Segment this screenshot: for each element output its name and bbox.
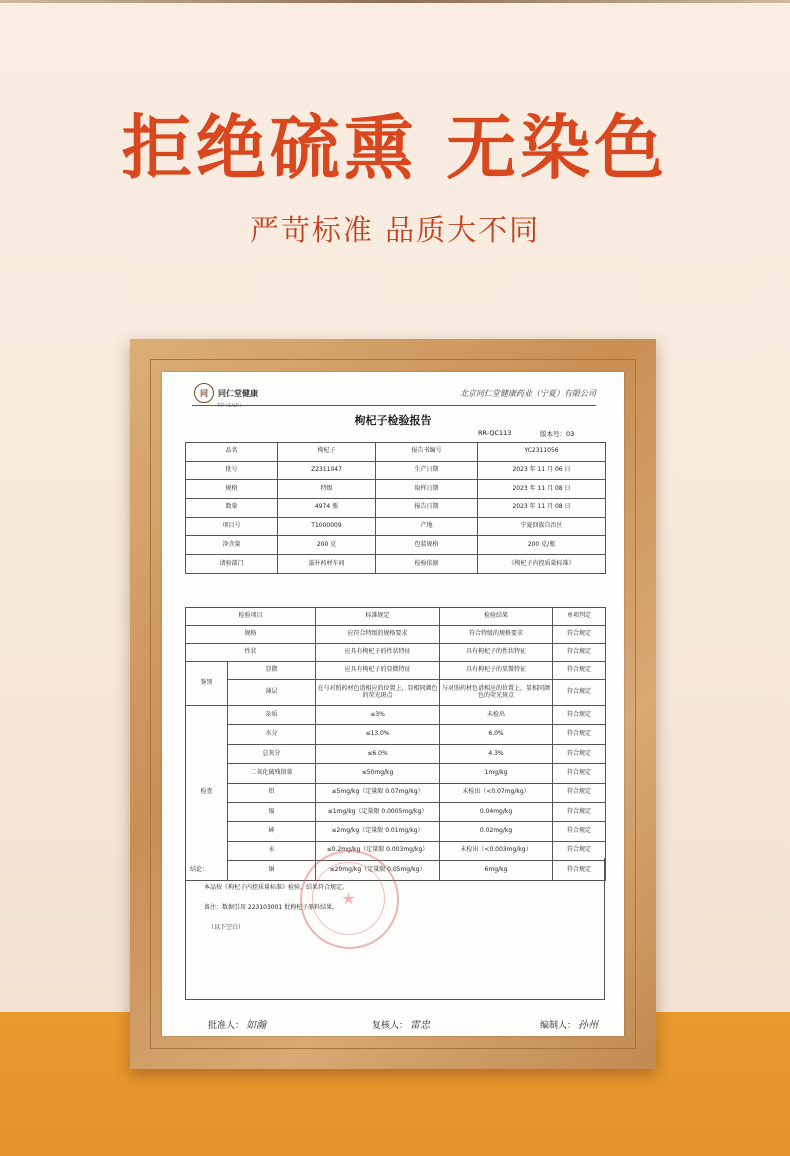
info-value: 200 克/瓶 [478, 536, 606, 555]
test-item: 薄层 [228, 680, 316, 706]
test-standard: ≤3% [316, 706, 440, 725]
signature-line [162, 1012, 624, 1032]
test-judgement: 符合规定 [553, 861, 606, 880]
test-header-row [186, 608, 606, 626]
red-seal-stamp [300, 850, 399, 949]
reviewer-signature: 雷忠 [410, 1020, 431, 1031]
test-judgement: 符合规定 [553, 725, 606, 744]
logo-text: 同仁堂健康 [218, 388, 258, 398]
test-standard: 应具有枸杞子的性状特征 [316, 644, 440, 662]
info-label: 报告书编号 [376, 443, 478, 462]
reviewer-label: 复核人： [372, 1021, 409, 1031]
test-row [186, 744, 606, 763]
stamp-star-icon: ★ [341, 889, 356, 908]
test-result: 未检出（<0.07mg/kg） [440, 783, 553, 802]
info-table [185, 442, 606, 574]
test-row [186, 822, 606, 841]
approver-label: 批准人： [208, 1021, 245, 1031]
ident-group-label: 鉴别 [186, 662, 228, 706]
info-label: 净含量 [186, 536, 278, 555]
preparer-label: 编制人： [540, 1021, 577, 1031]
info-value: Z2311047 [278, 461, 376, 480]
test-standard: 应符合特级的规格要求 [316, 626, 440, 644]
company-name: 北京同仁堂健康药业（宁夏）有限公司 [460, 389, 596, 398]
header-standard: 标准规定 [316, 608, 440, 626]
stamp-inner-ring [312, 862, 385, 935]
wooden-frame [130, 339, 656, 1069]
test-judgement: 符合规定 [553, 644, 606, 662]
info-label: 品名 [186, 443, 278, 462]
info-label: 包装规格 [376, 536, 478, 555]
info-row [186, 499, 606, 518]
report-code: RR-QC113 [478, 429, 512, 437]
report-title: 枸杞子检验报告 [354, 414, 432, 427]
test-standard: 应具有枸杞子的显微特征 [316, 662, 440, 680]
test-item: 总灰分 [228, 744, 316, 763]
test-result: 4.3% [440, 744, 553, 763]
test-item: 水分 [228, 725, 316, 744]
test-row [186, 626, 606, 644]
test-item: 规格 [186, 626, 316, 644]
test-standard: ≤2mg/kg（定量限 0.01mg/kg） [316, 822, 440, 841]
info-label: 规格 [186, 480, 278, 499]
banner-title: 拒绝硫熏 无染色 [121, 106, 669, 189]
test-result: 符合特级的规格要求 [440, 626, 553, 644]
banner-subtitle: 严苛标准 品质大不同 [249, 213, 541, 247]
info-label: 产地 [376, 517, 478, 536]
test-row [186, 680, 606, 706]
conclusion-note: 备注：数据引用 223103001 批枸杞子原料结果。 [204, 904, 339, 911]
inspection-report [162, 372, 624, 1036]
test-table [185, 607, 606, 881]
test-standard: ≤0.2mg/kg（定量限 0.003mg/kg） [316, 841, 440, 860]
company-logo [194, 383, 258, 403]
test-result: 1mg/kg [440, 764, 553, 783]
test-row [186, 706, 606, 725]
blank-note: （以下空白） [208, 924, 245, 931]
test-row [186, 802, 606, 821]
test-judgement: 符合规定 [553, 764, 606, 783]
info-label: 报告日期 [376, 499, 478, 518]
test-item: 二氧化硫残留量 [228, 764, 316, 783]
info-value: 4974 瓶 [278, 499, 376, 518]
test-result: 6.0% [440, 725, 553, 744]
report-version: 版本号：03 [540, 430, 575, 438]
test-item: 砷 [228, 822, 316, 841]
test-standard: ≤6.0% [316, 744, 440, 763]
test-item: 镉 [228, 802, 316, 821]
test-judgement: 符合规定 [553, 680, 606, 706]
info-label: 项目号 [186, 517, 278, 536]
test-item: 杂质 [228, 706, 316, 725]
test-judgement: 符合规定 [553, 841, 606, 860]
test-row [186, 783, 606, 802]
preparer-signature: 孙州 [578, 1020, 599, 1031]
logo-subtext: TRT HEALTH [217, 403, 242, 408]
header-item: 检验项目 [186, 608, 316, 626]
test-judgement: 符合规定 [553, 783, 606, 802]
info-row [186, 517, 606, 536]
test-judgement: 符合规定 [553, 802, 606, 821]
info-label: 生产日期 [376, 461, 478, 480]
preparer [540, 1016, 598, 1031]
test-judgement: 符合规定 [553, 706, 606, 725]
test-item: 性状 [186, 644, 316, 662]
test-result: 未检出 [440, 706, 553, 725]
info-label: 取样日期 [376, 480, 478, 499]
info-value: 2023 年 11 月 08 日 [478, 499, 606, 518]
info-value: 《枸杞子内控质量标准》 [478, 555, 606, 574]
logo-seal-icon: 同 [194, 383, 214, 403]
check-group-label: 检查 [186, 706, 228, 881]
approver [208, 1016, 266, 1031]
test-standard: ≤20mg/kg（定量限 0.05mg/kg） [316, 861, 440, 880]
test-result: 6mg/kg [440, 861, 553, 880]
info-value: 特级 [278, 480, 376, 499]
test-item: 铅 [228, 783, 316, 802]
info-label: 请验部门 [186, 555, 278, 574]
test-row [186, 644, 606, 662]
approver-signature: 如瀚 [246, 1020, 267, 1031]
test-standard: ≤50mg/kg [316, 764, 440, 783]
test-standard: ≤13.0% [316, 725, 440, 744]
test-result: 具有枸杞子的性状特征 [440, 644, 553, 662]
conclusion-label: 结论： [190, 866, 209, 873]
info-label: 数量 [186, 499, 278, 518]
top-decor-line [0, 0, 790, 3]
test-result: 0.02mg/kg [440, 822, 553, 841]
test-judgement: 符合规定 [553, 744, 606, 763]
header-rule [192, 405, 596, 406]
header-result: 检验结果 [440, 608, 553, 626]
test-standard: ≤1mg/kg（定量限 0.0005mg/kg） [316, 802, 440, 821]
info-row [186, 555, 606, 574]
info-value: 2023 年 11 月 08 日 [478, 480, 606, 499]
test-item: 显微 [228, 662, 316, 680]
info-value: 200 克 [278, 536, 376, 555]
test-judgement: 符合规定 [553, 662, 606, 680]
info-value: 枸杞子 [278, 443, 376, 462]
info-value: 2023 年 11 月 06 日 [478, 461, 606, 480]
test-result: 0.04mg/kg [440, 802, 553, 821]
test-result: 具有枸杞子的显微特征 [440, 662, 553, 680]
info-value: 滋补药材车间 [278, 555, 376, 574]
info-label: 检验依据 [376, 555, 478, 574]
info-value: 宁夏回族自治区 [478, 517, 606, 536]
test-item: 汞 [228, 841, 316, 860]
test-row [186, 662, 606, 680]
test-result: 未检出（<0.003mg/kg） [440, 841, 553, 860]
info-row [186, 461, 606, 480]
reviewer [372, 1016, 430, 1031]
test-standard: 在与对照药材色谱相应的位置上，显相同颜色的荧光斑点 [316, 680, 440, 706]
info-value: YC2311056 [478, 443, 606, 462]
report-code-line [216, 428, 626, 440]
test-item: 铜 [228, 861, 316, 880]
test-result: 与对照药材色谱相应的位置上，显相同颜色的荧光斑点 [440, 680, 553, 706]
test-row [186, 725, 606, 744]
info-row [186, 480, 606, 499]
info-label: 批号 [186, 461, 278, 480]
header-judgement: 单项判定 [553, 608, 606, 626]
info-row [186, 536, 606, 555]
info-row [186, 443, 606, 462]
conclusion-text: 本品按《枸杞子内控质量标准》检验，结果符合规定。 [204, 884, 349, 891]
test-judgement: 符合规定 [553, 626, 606, 644]
test-row [186, 764, 606, 783]
test-judgement: 符合规定 [553, 822, 606, 841]
test-standard: ≤5mg/kg（定量限 0.07mg/kg） [316, 783, 440, 802]
info-value: T1000009 [278, 517, 376, 536]
